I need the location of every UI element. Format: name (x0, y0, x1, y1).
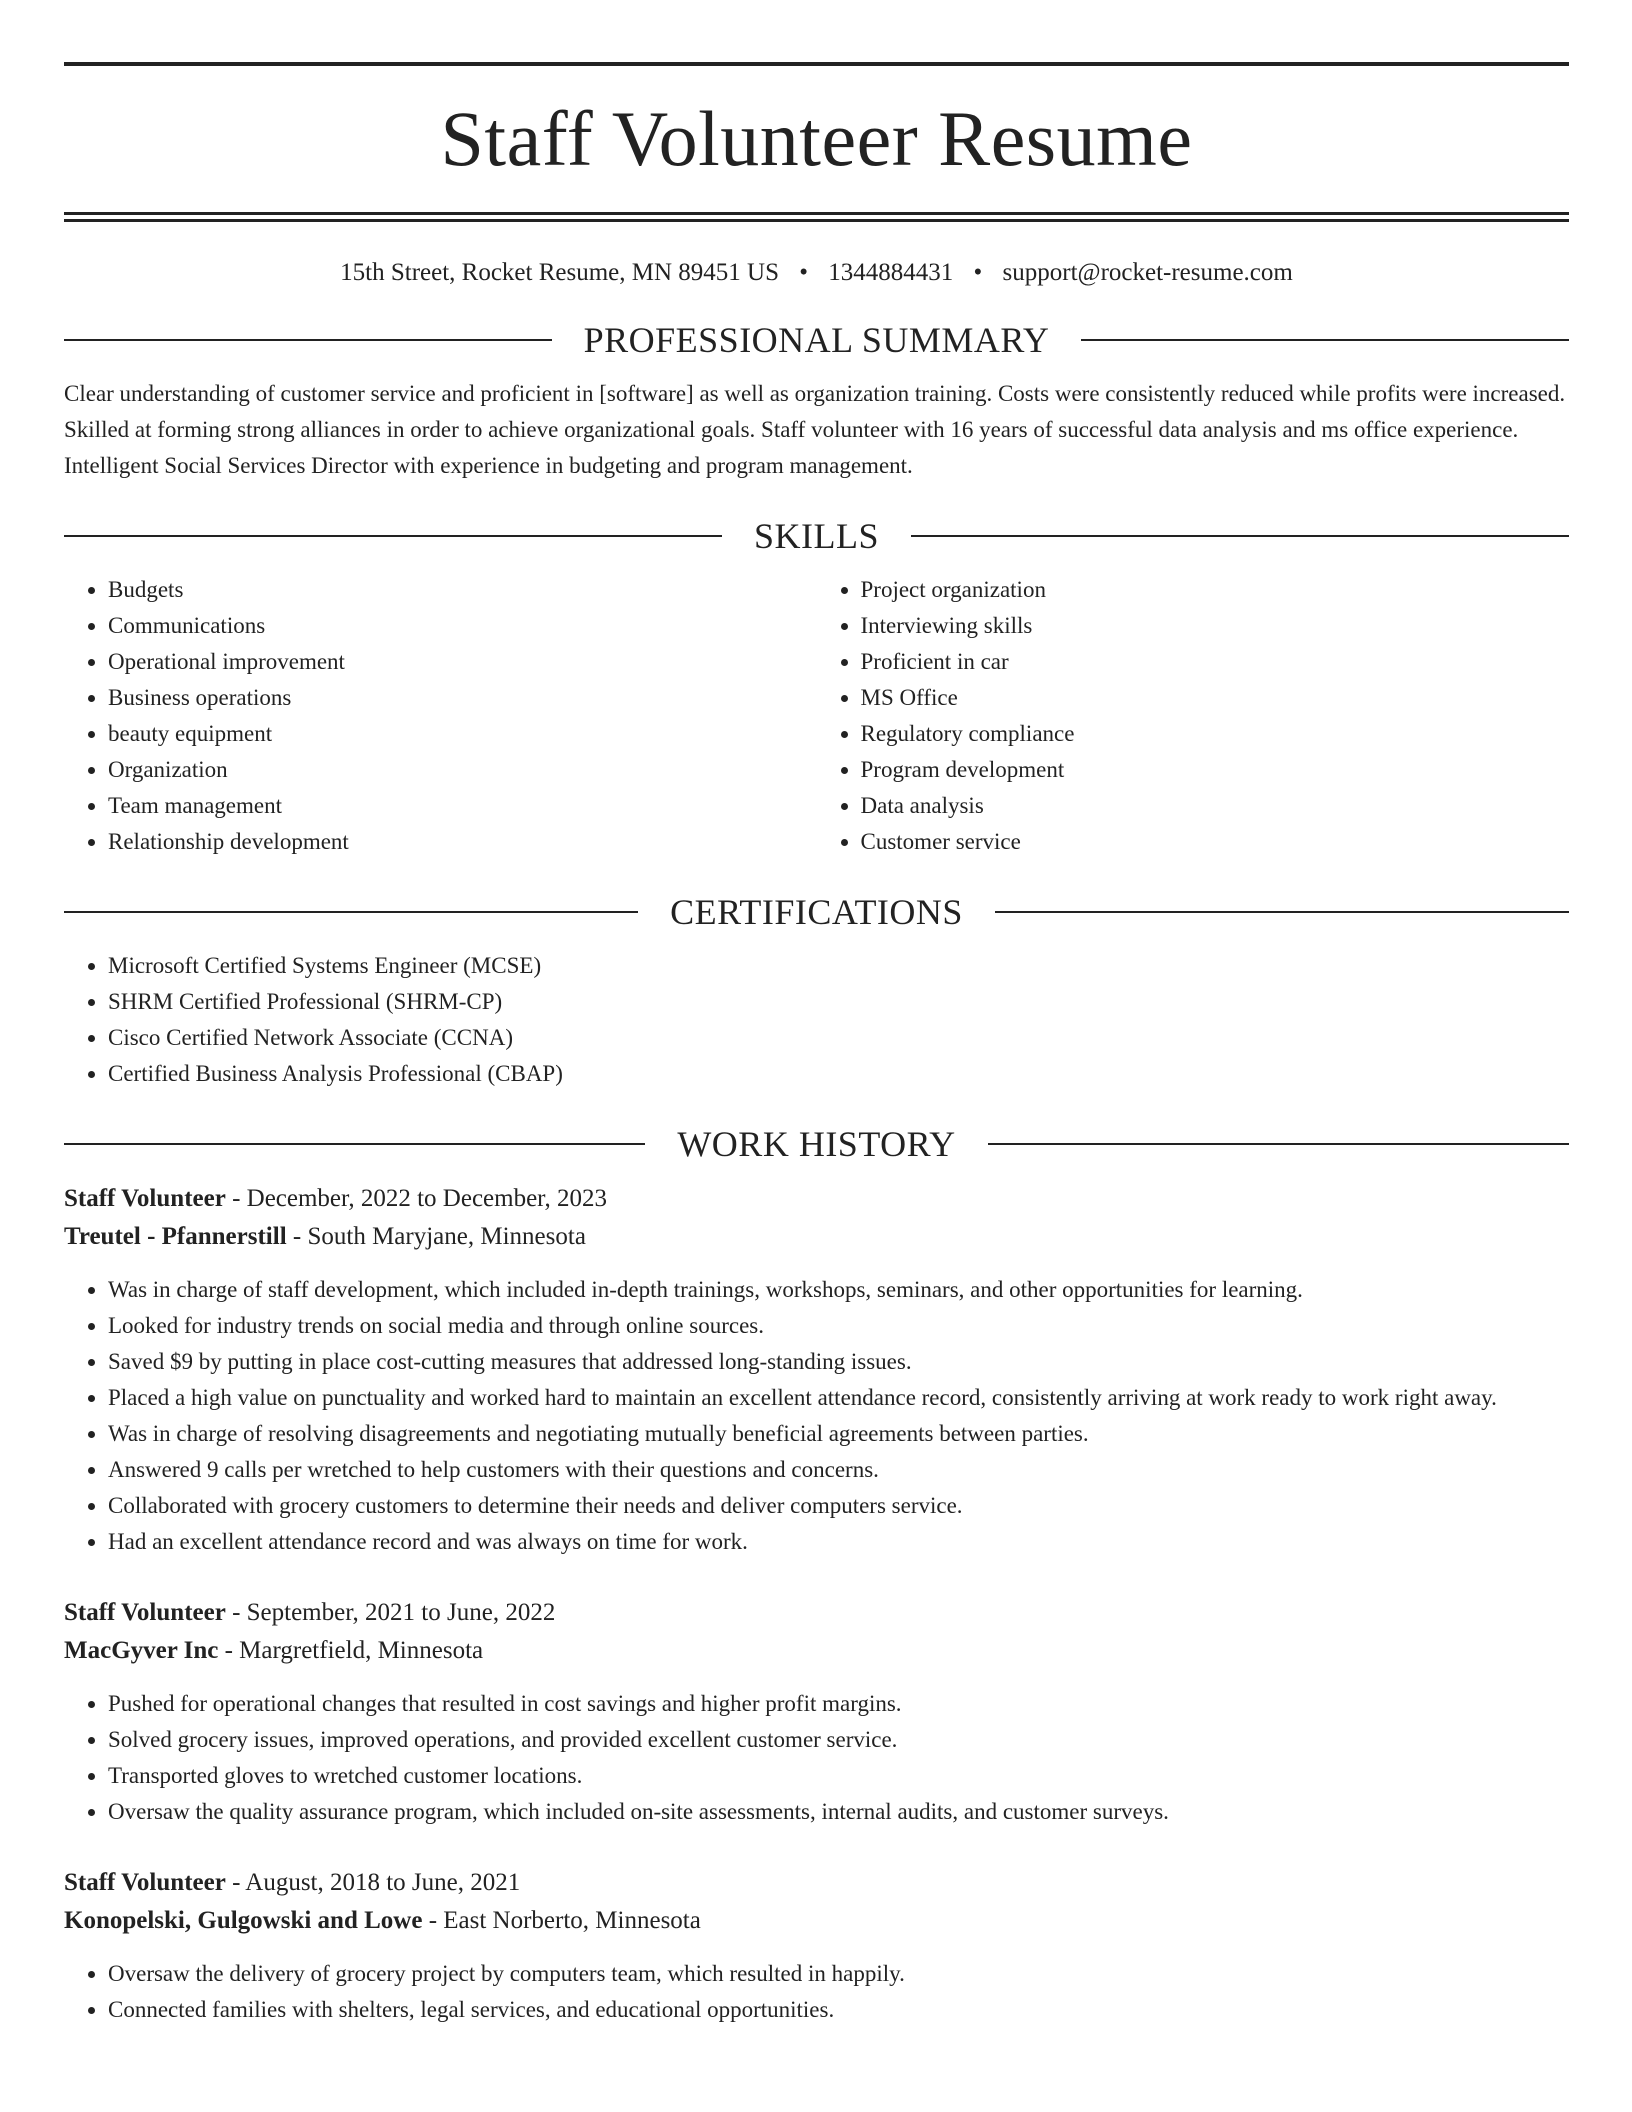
heading-rule-right (1081, 339, 1569, 341)
job-bullet: • Was in charge of resolving disagreements and negotiating mutually beneficial agreements between parties. (108, 1416, 1569, 1452)
job-company: Konopelski, Gulgowski and Lowe (64, 1907, 423, 1934)
job-title-line (64, 1594, 1569, 1632)
job-bullet: • Collaborated with grocery customers to determine their needs and deliver computers service. (108, 1488, 1569, 1524)
job-company-line (64, 1902, 1569, 1940)
certification-item: • Microsoft Certified Systems Engineer (MCSE) (108, 948, 1569, 984)
skill-item: • Operational improvement (108, 644, 817, 680)
contact-address: 15th Street, Rocket Resume, MN 89451 US (340, 259, 780, 286)
job-location: - Margretfield, Minnesota (218, 1637, 484, 1664)
skill-item: • Data analysis (861, 788, 1570, 824)
job-location: - East Norberto, Minnesota (422, 1907, 701, 1934)
job-bullets (64, 1272, 1569, 1560)
heading-rule-right (988, 1143, 1569, 1145)
job-dates: - December, 2022 to December, 2023 (225, 1185, 608, 1212)
section-heading-summary (64, 322, 1569, 358)
job-company: MacGyver Inc (64, 1637, 219, 1664)
skill-item: • Relationship development (108, 824, 817, 860)
section-title: WORK HISTORY (677, 1124, 956, 1164)
heading-rule-right (995, 911, 1569, 913)
heading-rule-left (64, 535, 722, 537)
summary-text: Clear understanding of customer service and proficient in [software] as well as organization training. Costs were consistently reduced while profits were increased. Skilled at forming strong alliances in order to achieve organizational goals. Staff volunteer with 16 years of successful data analysis and ms office experience. Intelligent Social Services Director with experience in budgeting and program management. (64, 381, 1566, 478)
job-company-line (64, 1632, 1569, 1670)
job-title: Staff Volunteer (64, 1869, 226, 1896)
job-bullets (64, 1956, 1569, 2028)
section-heading-skills (64, 518, 1569, 554)
contact-email: support@rocket-resume.com (1002, 259, 1293, 286)
job-location: - South Maryjane, Minnesota (286, 1223, 586, 1250)
job-company-line (64, 1218, 1569, 1256)
contact-line (64, 258, 1569, 288)
heading-rule-left (64, 911, 638, 913)
heading-rule-left (64, 1143, 645, 1145)
job-entry (64, 1594, 1569, 1830)
skill-item-list (64, 572, 817, 860)
section-title: PROFESSIONAL SUMMARY (583, 320, 1050, 360)
resume-page (64, 62, 1569, 2028)
job-title: Staff Volunteer (64, 1599, 226, 1626)
section-title: CERTIFICATIONS (670, 892, 963, 932)
skill-item-list (817, 572, 1570, 860)
skill-item: • Customer service (861, 824, 1570, 860)
job-bullet: • Had an excellent attendance record and was always on time for work. (108, 1524, 1569, 1560)
heading-rule-right (911, 535, 1569, 537)
job-bullets (64, 1686, 1569, 1830)
job-bullet: • Connected families with shelters, legal services, and educational opportunities. (108, 1992, 1569, 2028)
skill-item: • Business operations (108, 680, 817, 716)
work-history-list (64, 1180, 1569, 2028)
certification-item: • Cisco Certified Network Associate (CCNA) (108, 1020, 1569, 1056)
skill-item: • Program development (861, 752, 1570, 788)
title-double-rule (64, 212, 1569, 222)
skill-item: • Proficient in car (861, 644, 1570, 680)
contact-phone: 1344884431 (828, 259, 954, 286)
job-bullet: • Oversaw the quality assurance program, which included on-site assessments, internal audits, and customer surveys. (108, 1794, 1569, 1830)
job-title-line (64, 1180, 1569, 1218)
skills-column-left (64, 572, 817, 860)
skill-item: • Communications (108, 608, 817, 644)
contact-separator: • (799, 259, 809, 286)
job-title: Staff Volunteer (64, 1185, 226, 1212)
contact-separator: • (973, 259, 983, 286)
job-bullet: • Solved grocery issues, improved operations, and provided excellent customer service. (108, 1722, 1569, 1758)
skill-item: • beauty equipment (108, 716, 817, 752)
skills-column-right (817, 572, 1570, 860)
job-bullet: • Pushed for operational changes that resulted in cost savings and higher profit margins. (108, 1686, 1569, 1722)
job-title-line (64, 1864, 1569, 1902)
top-rule (64, 62, 1569, 66)
section-title: SKILLS (754, 516, 880, 556)
skill-item: • Regulatory compliance (861, 716, 1570, 752)
heading-rule-left (64, 339, 552, 341)
certification-item: • Certified Business Analysis Professional (CBAP) (108, 1056, 1569, 1092)
certification-item: • SHRM Certified Professional (SHRM-CP) (108, 984, 1569, 1020)
job-bullet: • Saved $9 by putting in place cost-cutting measures that addressed long-standing issues. (108, 1344, 1569, 1380)
job-bullet: • Was in charge of staff development, which included in-depth trainings, workshops, seminars, and other opportunities for learning. (108, 1272, 1569, 1308)
skill-item: • MS Office (861, 680, 1570, 716)
job-company: Treutel - Pfannerstill (64, 1223, 287, 1250)
job-dates: - August, 2018 to June, 2021 (225, 1869, 521, 1896)
job-bullet: • Answered 9 calls per wretched to help customers with their questions and concerns. (108, 1452, 1569, 1488)
section-heading-work-history (64, 1126, 1569, 1162)
certifications-list (64, 948, 1569, 1092)
job-bullet: • Oversaw the delivery of grocery project by computers team, which resulted in happily. (108, 1956, 1569, 1992)
skill-item: • Interviewing skills (861, 608, 1570, 644)
skill-item: • Project organization (861, 572, 1570, 608)
job-bullet: • Looked for industry trends on social media and through online sources. (108, 1308, 1569, 1344)
job-dates: - September, 2021 to June, 2022 (225, 1599, 556, 1626)
job-entry (64, 1864, 1569, 2028)
job-bullet: • Transported gloves to wretched customer locations. (108, 1758, 1569, 1794)
skills-grid (64, 572, 1569, 860)
resume-title: Staff Volunteer Resume (440, 95, 1193, 182)
section-heading-certifications (64, 894, 1569, 930)
job-bullet: • Placed a high value on punctuality and worked hard to maintain an excellent attendance record, consistently arriving at work ready to work right away. (108, 1380, 1569, 1416)
skill-item: • Budgets (108, 572, 817, 608)
job-entry (64, 1180, 1569, 1560)
skill-item: • Team management (108, 788, 817, 824)
skill-item: • Organization (108, 752, 817, 788)
